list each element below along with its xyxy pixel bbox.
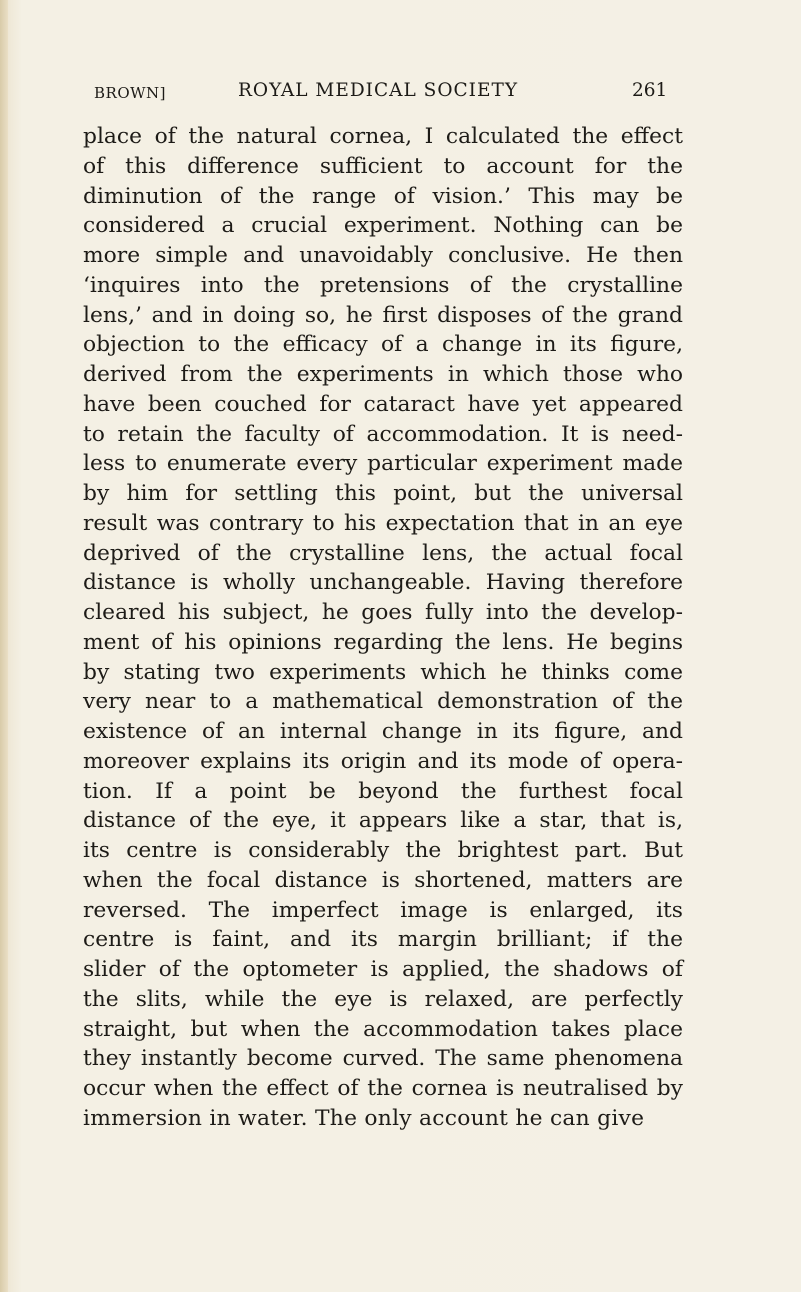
text-line: slider of the optometer is applied, the shadows of [83,957,683,982]
text-line: tion. If a point be beyond the furthest focal [83,778,683,804]
running-header [0,0,801,110]
page-number: 261 [632,80,668,101]
text-line: cleared his subject, he goes fully into the develop- [83,600,683,625]
text-line: more simple and unavoidably conclusive. He then [83,243,683,268]
body-paragraph [83,122,683,1134]
text-line: occur when the effect of the cornea is neutralised by [83,1076,683,1101]
text-line: centre is faint, and its margin brilliant; if the [83,927,683,953]
text-line: by him for settling this point, but the universal [83,481,683,506]
text-line: ment of his opinions regarding the lens. He begins [83,629,683,655]
text-line: the slits, while the eye is relaxed, are perfectly [83,986,683,1012]
text-line: diminution of the range of vision.’ This may be [83,183,683,209]
text-line: immersion in water. The only account he can give [83,1105,645,1131]
header-title: ROYAL MEDICAL SOCIETY [238,80,519,101]
text-line: existence of an internal change in its figure, and [83,719,683,744]
text-line: less to enumerate every particular experiment made [83,451,683,477]
text-line: very near to a mathematical demonstration of the [83,689,683,715]
text-line: they instantly become curved. The same phenomena [83,1046,683,1072]
text-line: objection to the efficacy of a change in its figure, [83,332,683,358]
page-binding-edge [0,0,8,1292]
text-line: to retain the faculty of accommodation. It is need- [83,421,683,447]
text-line: have been couched for cataract have yet appeared [83,391,683,417]
text-line: moreover explains its origin and its mode of opera- [83,748,683,774]
text-line: of this difference sufficient to account for the [83,153,683,179]
text-line: result was contrary to his expectation that in an eye [83,510,683,536]
text-line: deprived of the crystalline lens, the actual focal [83,540,683,566]
header-author: BROWN] [94,84,167,102]
text-line: considered a crucial experiment. Nothing can be [83,213,683,239]
text-line: straight, but when the accommodation takes place [83,1016,683,1042]
text-line: reversed. The imperfect image is enlarged, its [83,897,683,923]
text-line: distance is wholly unchangeable. Having therefore [83,570,683,596]
text-line: its centre is considerably the brightest part. But [83,838,683,863]
text-line: place of the natural cornea, I calculated the effect [83,124,683,149]
text-line: when the focal distance is shortened, matters are [83,867,683,893]
text-line: ‘inquires into the pretensions of the crystalline [83,272,683,298]
text-line: derived from the experiments in which those who [83,362,683,387]
text-line: by stating two experiments which he thinks come [83,659,683,685]
text-line: lens,’ and in doing so, he first disposes of the grand [83,302,683,328]
text-line: distance of the eye, it appears like a star, that is, [83,808,683,834]
